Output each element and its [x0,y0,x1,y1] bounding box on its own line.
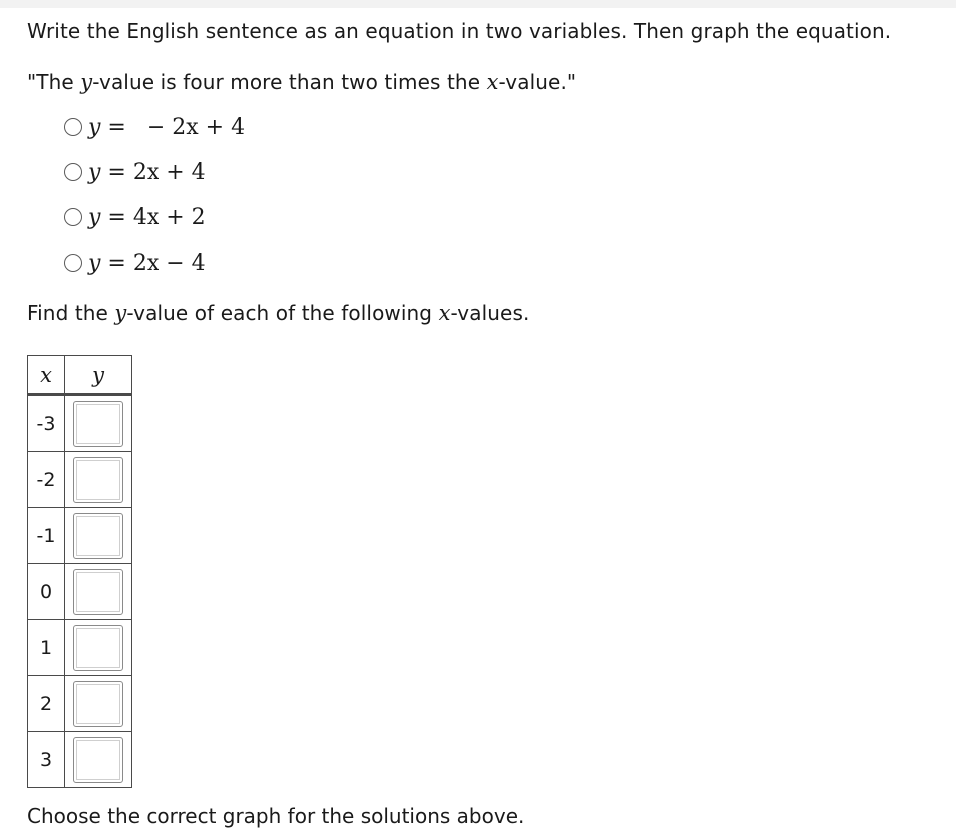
y-answer-input[interactable] [73,401,123,447]
radio-button[interactable] [64,118,82,136]
y-answer-input[interactable] [73,569,123,615]
x-value-cell: 0 [28,564,65,620]
y-answer-input[interactable] [73,737,123,783]
table-row [28,564,132,620]
y-value-cell [65,395,132,452]
xy-table [27,355,132,788]
y-answer-input[interactable] [73,681,123,727]
y-value-cell [65,508,132,564]
option-4[interactable] [64,248,206,278]
table-row [28,620,132,676]
x-value-cell: 1 [28,620,65,676]
option-1[interactable] [64,112,245,142]
y-answer-input[interactable] [73,625,123,671]
find-prompt-post: -values. [450,301,530,325]
find-prompt-mid: -value of each of the following [126,301,439,325]
y-value-cell [65,452,132,508]
x-value-cell: -1 [28,508,65,564]
sentence-text [27,70,576,94]
equation: y = 4x + 2 [88,204,206,230]
sentence-var-x: x [486,70,499,94]
top-bar [0,0,956,8]
table-row [28,395,132,452]
find-prompt-var-x: x [438,301,451,325]
option-2[interactable] [64,157,206,187]
x-header: x [28,356,65,395]
x-value-cell: 3 [28,732,65,788]
table-row [28,676,132,732]
y-answer-input[interactable] [73,513,123,559]
equation: y = − 2x + 4 [88,114,246,140]
radio-button[interactable] [64,163,82,181]
instruction-text: Write the English sentence as an equation in two variables. Then graph the equation. [27,19,892,43]
radio-button[interactable] [64,254,82,272]
y-answer-input[interactable] [73,457,123,503]
radio-button[interactable] [64,208,82,226]
find-prompt-pre: Find the [27,301,115,325]
graph-prompt-cutoff: Choose the correct graph for the solutions above. [27,804,525,828]
sentence-close: -value." [498,70,577,94]
x-value-cell: -2 [28,452,65,508]
y-value-cell [65,676,132,732]
table-row [28,508,132,564]
y-value-cell [65,620,132,676]
sentence-mid: -value is four more than two times the [92,70,487,94]
table-row [28,452,132,508]
option-3[interactable] [64,202,206,232]
x-value-cell: 2 [28,676,65,732]
equation: y = 2x − 4 [88,250,206,276]
x-value-cell: -3 [28,395,65,452]
sentence-open: "The [27,70,81,94]
equation: y = 2x + 4 [88,159,206,185]
y-value-cell [65,732,132,788]
table-row [28,732,132,788]
find-prompt-var-y: y [114,301,127,325]
find-prompt [27,301,529,325]
y-header: y [65,356,132,395]
y-value-cell [65,564,132,620]
sentence-var-y: y [80,70,93,94]
